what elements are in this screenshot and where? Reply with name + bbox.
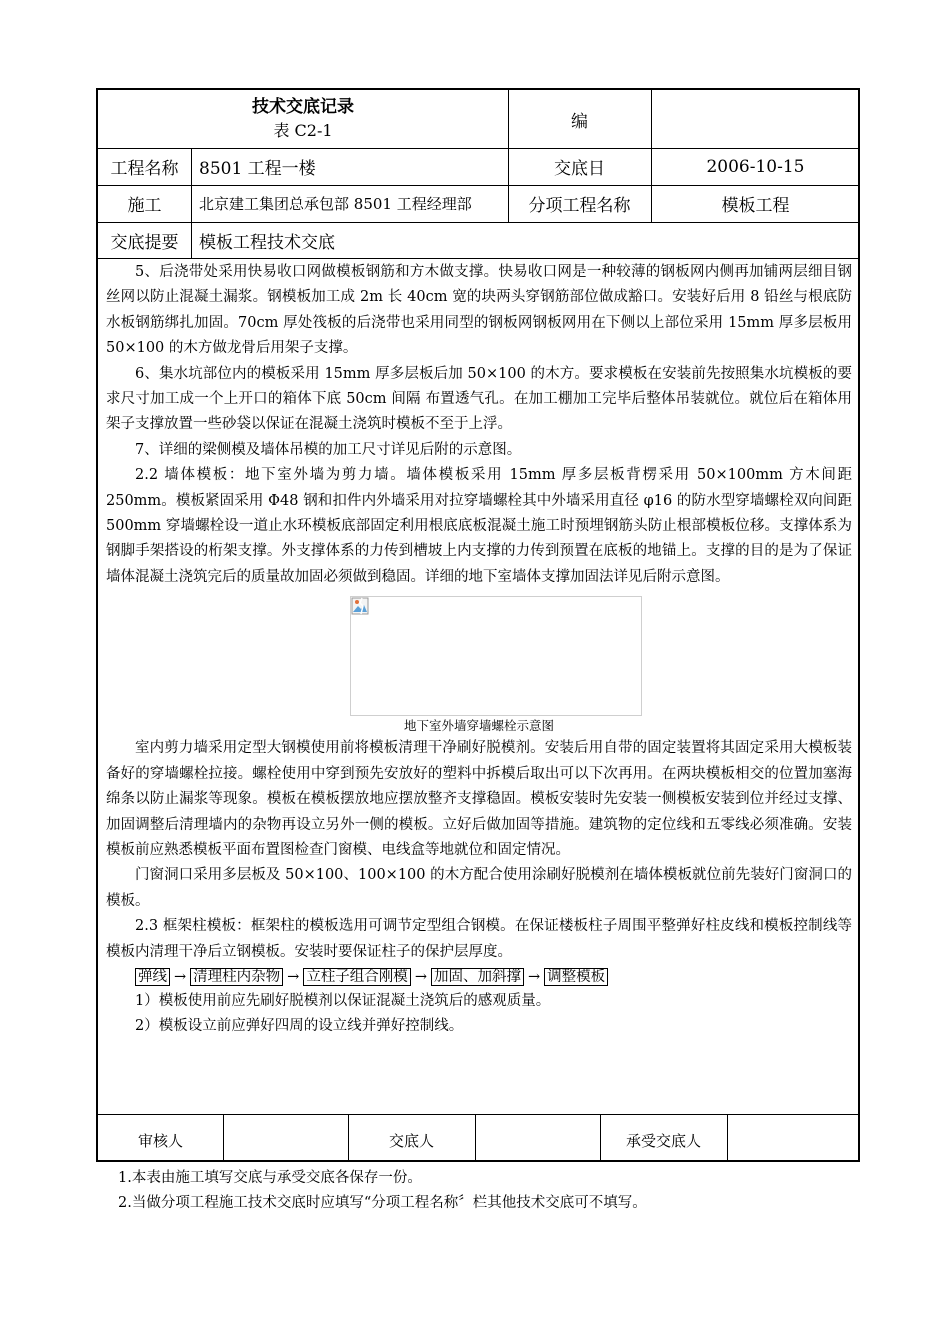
flow-arrow-icon: → xyxy=(287,968,300,985)
wall-bolt-diagram xyxy=(350,596,642,716)
form-title: 技术交底记录 xyxy=(252,97,354,117)
contractor-label: 施工 xyxy=(127,196,162,216)
flow-step: 立柱子组合刚模 xyxy=(303,968,411,986)
discloser-label: 交底人 xyxy=(388,1131,434,1150)
serial-value[interactable] xyxy=(651,90,860,148)
summary-label: 交底提要 xyxy=(110,232,179,253)
disclosure-form xyxy=(96,88,860,1162)
project-name-value[interactable]: 8501 工程一楼 xyxy=(199,159,316,179)
process-flow xyxy=(106,965,852,989)
flow-step: 弹线 xyxy=(135,968,170,986)
broken-image-icon xyxy=(351,597,369,615)
reviewer-signature-field[interactable] xyxy=(223,1118,348,1162)
footnote-1: 1.本表由施工填写交底与承受交底各保存一份。 xyxy=(118,1170,422,1186)
disclosure-date-label: 交底日 xyxy=(554,159,605,179)
row-divider xyxy=(98,1114,858,1115)
flow-step: 调整模板 xyxy=(544,968,608,986)
discloser-signature-field[interactable] xyxy=(475,1118,600,1162)
serial-label: 编 xyxy=(571,111,588,132)
list-item: 1）模板使用前应先刷好脱模剂以保证混凝土浇筑后的感观质量。 xyxy=(135,992,551,1009)
figure-caption: 地下室外墙穿墙螺栓示意图 xyxy=(403,718,554,734)
paragraph-wall-formwork: 2.2 墙体模板：地下室外墙为剪力墙。墙体模板采用 15mm 厚多层板背楞采用 50×100mm 方木间距 250mm。模板紧固采用 Φ48 钢和扣件内外墙采用对拉穿墙螺栓其中外墙采用直径 φ16 的防水型穿墙螺栓双向间距 500mm 穿墙螺栓设一道止水环模板底部固定利用根底底板混凝土施工时预埋钢筋头防止根部模板位移。支撑体系为钢脚手架搭设的桁架支撑。外支撑体系的力传到槽坡上内支撑的力传到预置在底板的地锚上。支撑的目的是为了保证墙体混凝土浇筑完后的质量故加固必须做到稳固。详细的地下室墙体支撑加固法详见后附示意图。 xyxy=(106,467,852,585)
reviewer-label: 审核人 xyxy=(137,1131,183,1150)
flow-step: 清理柱内杂物 xyxy=(190,968,283,986)
form-title-block xyxy=(98,90,508,148)
project-name-label: 工程名称 xyxy=(110,159,179,179)
receiver-label: 承受交底人 xyxy=(625,1131,701,1150)
paragraph-post-pour-strip: 5、后浇带处采用快易收口网做模板钢筋和方木做支撑。快易收口网是一种较薄的钢板网内侧再加铺两层细目钢丝网以防止混凝土漏浆。钢模板加工成 2m 长 40cm 宽的块两头穿钢筋部位做成豁口。安装好后用 8 铅丝与根底防水板钢筋绑扎加固。70cm 厚处筏板的后浇带也采用同型的钢板网钢板网用在下侧以上部位采用 15mm 厚多层板用 50×100 的木方做龙骨后用架子支撑。 xyxy=(106,264,852,357)
subproject-value[interactable]: 模板工程 xyxy=(721,196,790,216)
paragraph-interior-shear-wall: 室内剪力墙采用定型大钢模使用前将模板清理干净刷好脱模剂。安装后用自带的固定装置将其固定采用大模板装备好的穿墙螺栓拉接。螺栓使用中穿到预先安放好的塑料中拆模后取出可以下次再用。在两块模板相交的位置加塞海绵条以防止漏浆等现象。模板在模板摆放地应摆放整齐支撑稳固。模板安装时先安装一侧模板安装到位并经过支撑、加固调整后清理墙内的杂物再设立另外一侧的模板。立好后做加固等措施。建筑物的定位线和五零线必须准确。安装模板前应熟悉模板平面布置图检查门窗模、电线盒等地就位和固定情况。 xyxy=(106,740,852,858)
contractor-value[interactable]: 北京建工集团总承包部 8501 工程经理部 xyxy=(199,195,472,213)
form-number: 表 C2-1 xyxy=(273,121,333,140)
flow-arrow-icon: → xyxy=(414,968,427,985)
flow-arrow-icon: → xyxy=(527,968,541,985)
footnote-2: 2.当做分项工程施工技术交底时应填写“分项工程名称〞栏其他技术交底可不填写。 xyxy=(118,1195,647,1211)
paragraph-sump-pit: 6、集水坑部位内的模板采用 15mm 厚多层板后加 50×100 的木方。要求模板在安装前先按照集水坑模板的要求尺寸加工成一个上开口的箱体下底 50cm 间隔 布置透气孔。在加工棚加工完毕后整体吊装就位。就位后在箱体用架子支撑放置一些砂袋以保证在混凝土浇筑时模板不至于上浮。 xyxy=(106,365,852,433)
row-divider xyxy=(98,258,858,259)
flow-arrow-icon: → xyxy=(174,968,187,985)
summary-value[interactable]: 模板工程技术交底 xyxy=(199,232,335,253)
disclosure-date-value[interactable]: 2006-10-15 xyxy=(706,156,805,177)
subproject-label: 分项工程名称 xyxy=(528,196,631,216)
paragraph-beam-formwork: 7、详细的梁侧模及墙体吊模的加工尺寸详见后附的示意图。 xyxy=(135,441,522,458)
flow-step: 加固、加斜撑 xyxy=(431,968,524,986)
list-item: 2）模板设立前应弹好四周的设立线并弹好控制线。 xyxy=(135,1018,464,1035)
receiver-signature-field[interactable] xyxy=(727,1118,858,1162)
paragraph-column-formwork: 2.3 框架柱模板：框架柱的模板选用可调节定型组合钢模。在保证楼板柱子周围平整弹好柱皮线和模板控制线等模板内清理干净后立钢模板。安装时要保证柱子的保护层厚度。 xyxy=(106,918,852,960)
paragraph-door-window-openings: 门窗洞口采用多层板及 50×100、100×100 的木方配合使用涂刷好脱模剂在墙体模板就位前先装好门窗洞口的模板。 xyxy=(106,867,852,909)
disclosure-content xyxy=(106,260,852,1040)
